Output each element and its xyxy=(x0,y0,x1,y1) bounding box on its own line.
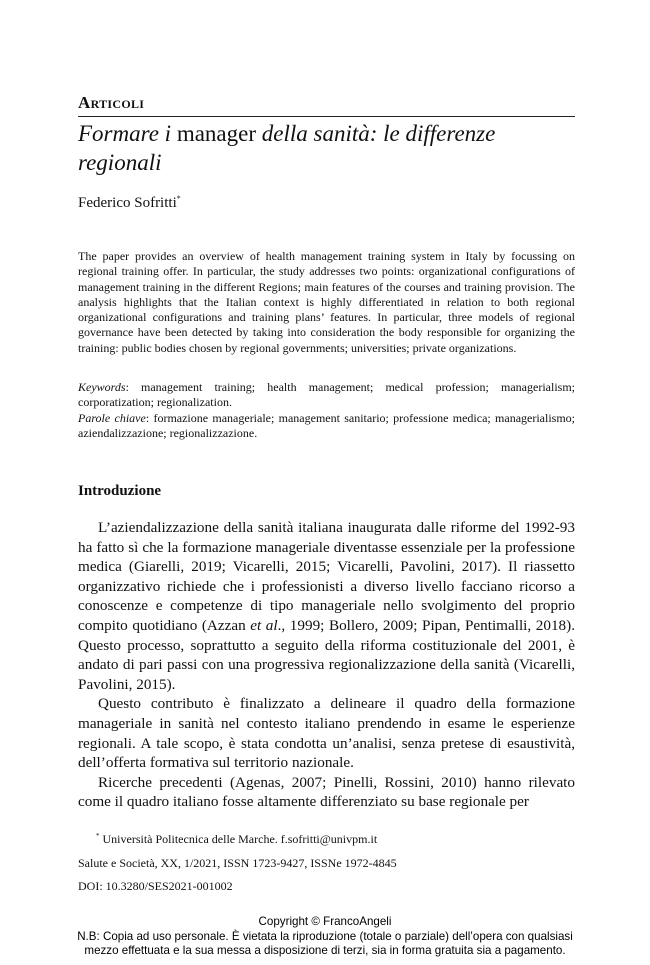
body-paragraph xyxy=(78,518,575,694)
author xyxy=(78,194,181,212)
copyright-disclaimer-line-2: mezzo effettuata e la sua messa a disposizione di terzi, sia in forma gratuita sia a pagamento. xyxy=(84,944,566,957)
footnote-doi: DOI: 10.3280/SES2021-001002 xyxy=(78,879,233,893)
author-name: Federico Sofritti xyxy=(78,195,177,211)
copyright-disclaimer-line-1: N.B: Copia ad uso personale. È vietata la riproduzione (totale o parziale) dell’opera con qualsiasi xyxy=(77,929,573,943)
section-rule xyxy=(78,116,575,117)
keywords-it-label: Parole chiave xyxy=(78,410,146,425)
keywords-block xyxy=(78,380,575,441)
footnote-marker: * xyxy=(96,832,100,840)
body-paragraph xyxy=(78,773,575,812)
title-part: manager xyxy=(176,121,256,146)
footnote-journal: Salute e Società, XX, 1/2021, ISSN 1723-9427, ISSNe 1972-4845 xyxy=(78,856,397,870)
paragraph-text-run: Questo contributo è finalizzato a delineare il quadro della formazione manageriale in sanità nel contesto italiano prendendo in esame le esperienze regionali. A tale scopo, è stata condotta un’analisi, senza pretese di esaustività, dell’offerta formativa sul territorio nazionale. xyxy=(78,695,575,772)
title-part: Formare i xyxy=(78,121,177,146)
keywords-en xyxy=(78,380,575,411)
paragraph-text-run: ., 1999; Bollero, 2009; Pipan, Pentimalli, 2018). Questo processo, soprattutto a seguito della riforma costituzionale del 2001, è andato di pari passi con una progressiva regionalizzazione della sanità (Vicarelli, Pavolini, 2015). xyxy=(78,616,575,693)
article-title xyxy=(78,119,578,177)
abstract: The paper provides an overview of health management training system in Italy by focussing on regional training offer. In particular, the study addresses two points: organizational configurations of management training in the different Regions; main features of the courses and training provision. The analysis highlights that the Italian context is highly differentiated in relation to both regional organizational configurations and training plans’ features. In particular, three models of regional governance have been detected by taking into consideration the body responsible for organizing the training: public bodies chosen by regional governments; universities; private organizations. xyxy=(78,249,575,355)
copyright-notice xyxy=(0,915,650,959)
keywords-en-text: : management training; health management; medical profession; managerialism; corporatization; regionalization. xyxy=(78,380,575,410)
paragraph-text-run: L’aziendalizzazione della sanità italiana inaugurata dalle riforme del 1992-93 ha fatto sì che la formazione manageriale diventasse essenziale per la professione medica (Giarelli, 2019; Vicarelli, 2015; Vicarelli, Pavolini, 2017). Il riassetto organizzativo richiede che i professionisti a diverso livello facciano ricorso a conoscenze e competenze di tipo manageriale nello svolgimento del proprio compito quotidiano (Azzan xyxy=(78,519,575,634)
section-label: Articoli xyxy=(78,93,145,112)
introduction-heading: Introduzione xyxy=(78,483,162,499)
paragraph-text-run: et al xyxy=(250,616,278,634)
footnote-affiliation-text: Università Politecnica delle Marche. f.sofritti@univpm.it xyxy=(102,832,378,846)
footnote-affiliation xyxy=(96,832,377,847)
title-part: della sanità: le differenze regionali xyxy=(78,121,496,175)
introduction-body xyxy=(78,518,575,812)
keywords-it xyxy=(78,411,575,442)
body-paragraph xyxy=(78,694,575,772)
copyright-line: Copyright © FrancoAngeli xyxy=(258,915,392,928)
keywords-it-text: : formazione manageriale; management sanitario; professione medica; managerialismo; aziendalizzazione; regionalizzazione. xyxy=(78,410,576,440)
paragraph-text-run: Ricerche precedenti (Agenas, 2007; Pinelli, Rossini, 2010) hanno rilevato come il quadro italiano fosse altamente differenziato su base regionale per xyxy=(78,773,575,811)
keywords-en-label: Keywords xyxy=(78,380,126,394)
author-footnote-marker: * xyxy=(176,194,181,203)
